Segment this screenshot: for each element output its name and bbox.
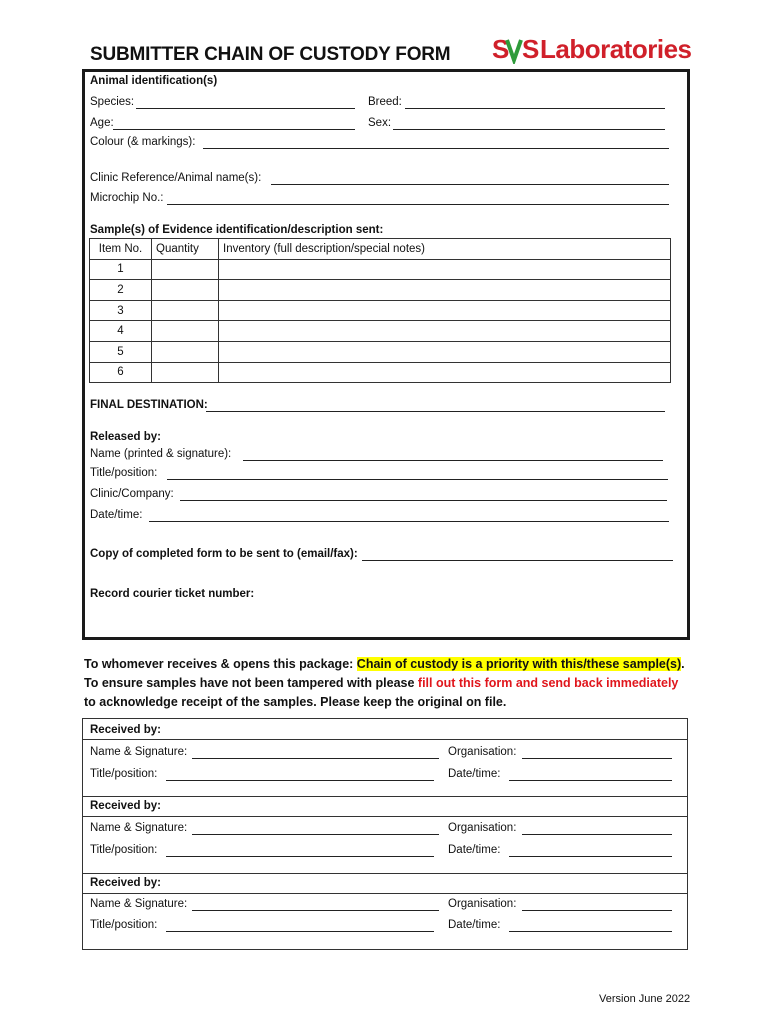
released-name-label: Name (printed & signature):	[90, 448, 232, 460]
item-number: 2	[90, 280, 152, 301]
clinic-reference-label: Clinic Reference/Animal name(s):	[90, 172, 262, 184]
inventory-cell[interactable]	[219, 321, 671, 342]
released-name-field[interactable]	[243, 460, 663, 461]
table-row	[90, 321, 671, 342]
divider	[83, 893, 687, 894]
version-label: Version June 2022	[599, 993, 691, 1005]
divider	[83, 816, 687, 817]
quantity-cell[interactable]	[152, 321, 219, 342]
table-header-row	[90, 239, 671, 260]
divider	[83, 873, 687, 874]
notice-red-instruction: fill out this form and send back immediately	[417, 676, 679, 690]
sex-field[interactable]	[393, 129, 665, 130]
quantity-cell[interactable]	[152, 280, 219, 301]
samples-table	[89, 238, 671, 383]
svs-laboratories-logo	[492, 34, 692, 70]
quantity-cell[interactable]	[152, 300, 219, 321]
quantity-cell[interactable]	[152, 362, 219, 383]
colour-label: Colour (& markings):	[90, 136, 196, 148]
animal-identification-heading: Animal identification(s)	[90, 75, 218, 87]
svs-logo-icon	[492, 34, 542, 64]
item-number: 4	[90, 321, 152, 342]
released-clinic-field[interactable]	[180, 500, 667, 501]
received-date-label: Date/time:	[448, 768, 501, 780]
released-by-heading: Released by:	[90, 431, 161, 443]
svg-text:S: S	[522, 34, 540, 64]
received-name-label: Name & Signature:	[90, 822, 188, 834]
received-name-label: Name & Signature:	[90, 746, 188, 758]
column-header-item-no: Item No.	[90, 239, 152, 260]
received-title-field[interactable]	[166, 856, 434, 857]
table-row	[90, 341, 671, 362]
received-by-heading: Received by:	[90, 724, 161, 736]
received-org-field[interactable]	[522, 758, 672, 759]
microchip-field[interactable]	[167, 204, 669, 205]
age-label: Age:	[90, 117, 114, 129]
notice-text: .	[681, 657, 685, 671]
item-number: 5	[90, 341, 152, 362]
clinic-reference-field[interactable]	[271, 184, 669, 185]
age-field[interactable]	[113, 129, 355, 130]
species-label: Species:	[90, 96, 135, 108]
column-header-inventory: Inventory (full description/special notes)	[219, 239, 671, 260]
recipient-notice	[84, 655, 685, 712]
sex-label: Sex:	[368, 117, 392, 129]
received-org-field[interactable]	[522, 910, 672, 911]
received-title-field[interactable]	[166, 931, 434, 932]
received-date-label: Date/time:	[448, 844, 501, 856]
colour-field[interactable]	[203, 148, 669, 149]
received-title-label: Title/position:	[90, 768, 158, 780]
released-title-field[interactable]	[167, 479, 668, 480]
received-title-field[interactable]	[166, 780, 434, 781]
received-date-field[interactable]	[509, 931, 672, 932]
table-row	[90, 280, 671, 301]
final-destination-label: FINAL DESTINATION:	[90, 399, 208, 411]
microchip-label: Microchip No.:	[90, 192, 164, 204]
svg-text:S: S	[492, 34, 510, 64]
received-date-field[interactable]	[509, 780, 672, 781]
item-number: 3	[90, 300, 152, 321]
received-by-heading: Received by:	[90, 877, 161, 889]
table-row	[90, 362, 671, 383]
quantity-cell[interactable]	[152, 341, 219, 362]
received-org-field[interactable]	[522, 834, 672, 835]
inventory-cell[interactable]	[219, 341, 671, 362]
received-date-field[interactable]	[509, 856, 672, 857]
samples-heading: Sample(s) of Evidence identification/description sent:	[90, 224, 384, 236]
final-destination-field[interactable]	[206, 411, 665, 412]
received-org-label: Organisation:	[448, 898, 517, 910]
notice-text: to acknowledge receipt of the samples. Please keep the original on file.	[84, 695, 507, 709]
item-number: 6	[90, 362, 152, 383]
inventory-cell[interactable]	[219, 280, 671, 301]
inventory-cell[interactable]	[219, 362, 671, 383]
copy-to-field[interactable]	[362, 560, 673, 561]
released-title-label: Title/position:	[90, 467, 158, 479]
received-by-heading: Received by:	[90, 800, 161, 812]
breed-label: Breed:	[368, 96, 402, 108]
notice-text: To whomever receives & opens this package:	[84, 657, 357, 671]
received-org-label: Organisation:	[448, 746, 517, 758]
received-date-label: Date/time:	[448, 919, 501, 931]
received-name-field[interactable]	[192, 834, 439, 835]
quantity-cell[interactable]	[152, 259, 219, 280]
column-header-quantity: Quantity	[152, 239, 219, 260]
received-title-label: Title/position:	[90, 844, 158, 856]
inventory-cell[interactable]	[219, 300, 671, 321]
table-row	[90, 259, 671, 280]
released-date-label: Date/time:	[90, 509, 143, 521]
logo-laboratories-text: Laboratories	[540, 34, 692, 64]
divider	[83, 739, 687, 740]
courier-ticket-label: Record courier ticket number:	[90, 588, 255, 600]
breed-field[interactable]	[405, 108, 665, 109]
copy-to-label: Copy of completed form to be sent to (email/fax):	[90, 548, 358, 560]
notice-text: To ensure samples have not been tampered with please	[84, 676, 418, 690]
species-field[interactable]	[136, 108, 355, 109]
item-number: 1	[90, 259, 152, 280]
inventory-cell[interactable]	[219, 259, 671, 280]
divider	[83, 796, 687, 797]
received-org-label: Organisation:	[448, 822, 517, 834]
notice-highlight: Chain of custody is a priority with this/these sample(s)	[356, 657, 682, 671]
received-name-field[interactable]	[192, 910, 439, 911]
received-name-field[interactable]	[192, 758, 439, 759]
received-title-label: Title/position:	[90, 919, 158, 931]
form-title: SUBMITTER CHAIN OF CUSTODY FORM	[90, 44, 451, 65]
received-name-label: Name & Signature:	[90, 898, 188, 910]
released-clinic-label: Clinic/Company:	[90, 488, 174, 500]
released-date-field[interactable]	[149, 521, 669, 522]
table-row	[90, 300, 671, 321]
